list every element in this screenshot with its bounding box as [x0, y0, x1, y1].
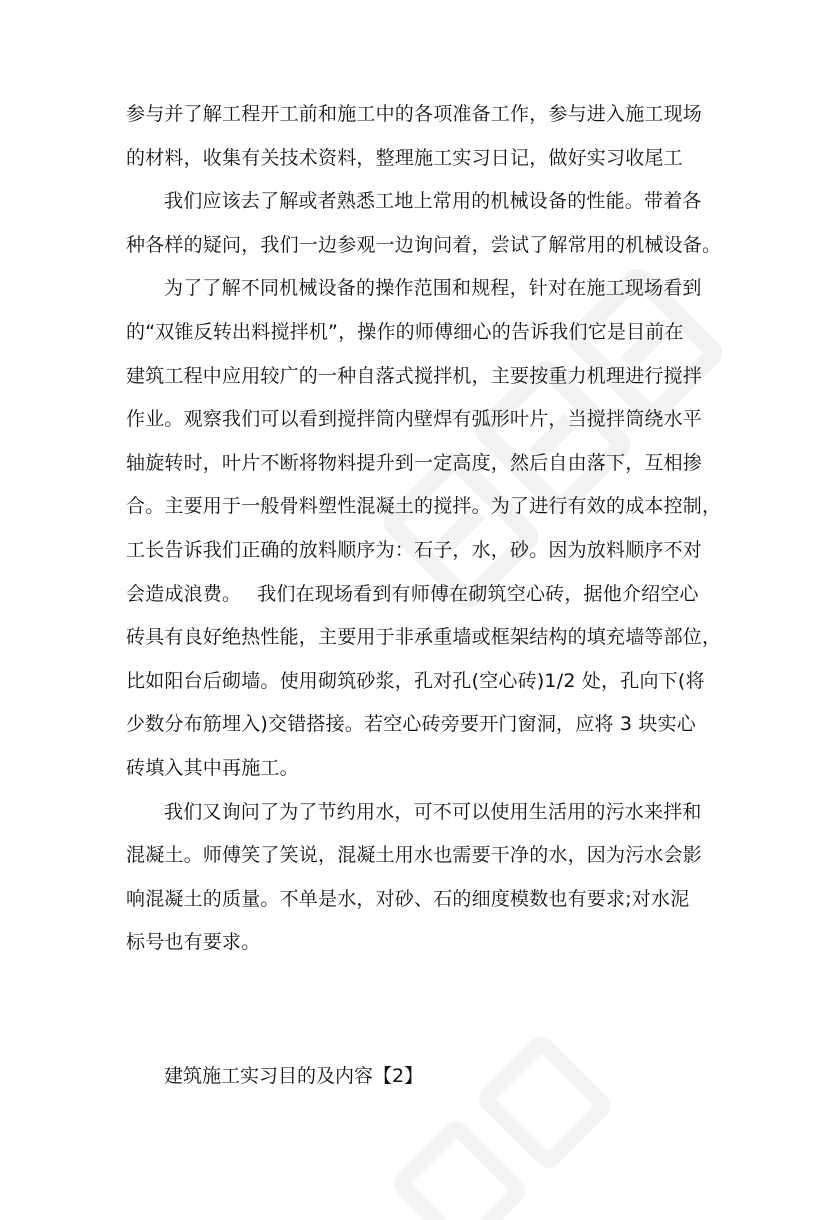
text-line: 混凝土。师傅笑了笑说，混凝土用水也需要干净的水，因为污水会影 — [126, 844, 703, 867]
text-line: 砖具有良好绝热性能，主要用于非承重墙或框架结构的填充墙等部位， — [126, 626, 722, 649]
text-line: 的“双锥反转出料搅拌机”，操作的师傅细心的告诉我们它是目前在 — [126, 320, 684, 343]
section-heading: 建筑施工实习目的及内容【2】 — [164, 1064, 424, 1087]
text-line: 工长告诉我们正确的放料顺序为：石子，水，砂。因为放料顺序不对 — [126, 538, 703, 561]
text-line: 作业。观察我们可以看到搅拌筒内壁焊有弧形叶片，当搅拌筒绕水平 — [126, 408, 703, 431]
text-line: 砖填入其中再施工。 — [126, 756, 299, 779]
text-line: 种各样的疑问，我们一边参观一边询问着，尝试了解常用的机械设备。 — [126, 233, 722, 256]
text-line: 我们又询问了为了节约用水，可不可以使用生活用的污水来拌和 — [164, 800, 702, 823]
text-line: 为了了解不同机械设备的操作范围和规程，针对在施工现场看到 — [164, 277, 702, 300]
text-line: 建筑工程中应用较广的一种自落式搅拌机，主要按重力机理进行搅拌 — [126, 364, 703, 387]
text-line: 标号也有要求。 — [126, 931, 261, 954]
text-line: 比如阳台后砌墙。使用砌筑砂浆，孔对孔(空心砖)1/2 处，孔向下(将 — [126, 669, 705, 692]
section-spacer — [126, 972, 718, 1062]
text-line: 参与并了解工程开工前和施工中的各项准备工作，参与进入施工现场 — [126, 103, 703, 125]
text-line: 响混凝土的质量。不单是水，对砂、石的细度模数也有要求;对水泥 — [126, 887, 690, 910]
text-line: 我们应该去了解或者熟悉工地上常用的机械设备的性能。带着各 — [164, 190, 702, 213]
document-body — [126, 100, 722, 1090]
text-line: 的材料，收集有关技术资料，整理施工实习日记，做好实习收尾工 — [126, 146, 683, 169]
text-line: 轴旋转时，叶片不断将物料提升到一定高度，然后自由落下，互相掺 — [126, 451, 703, 474]
text-line: 合。主要用于一般骨料塑性混凝土的搅拌。为了进行有效的成本控制， — [126, 495, 722, 518]
text-line: 会造成浪费。 我们在现场看到有师傅在砌筑空心砖，据他介绍空心 — [126, 582, 699, 605]
text-line: 少数分布筋埋入)交错搭接。若空心砖旁要开门窗洞，应将 3 块实心 — [126, 713, 696, 736]
